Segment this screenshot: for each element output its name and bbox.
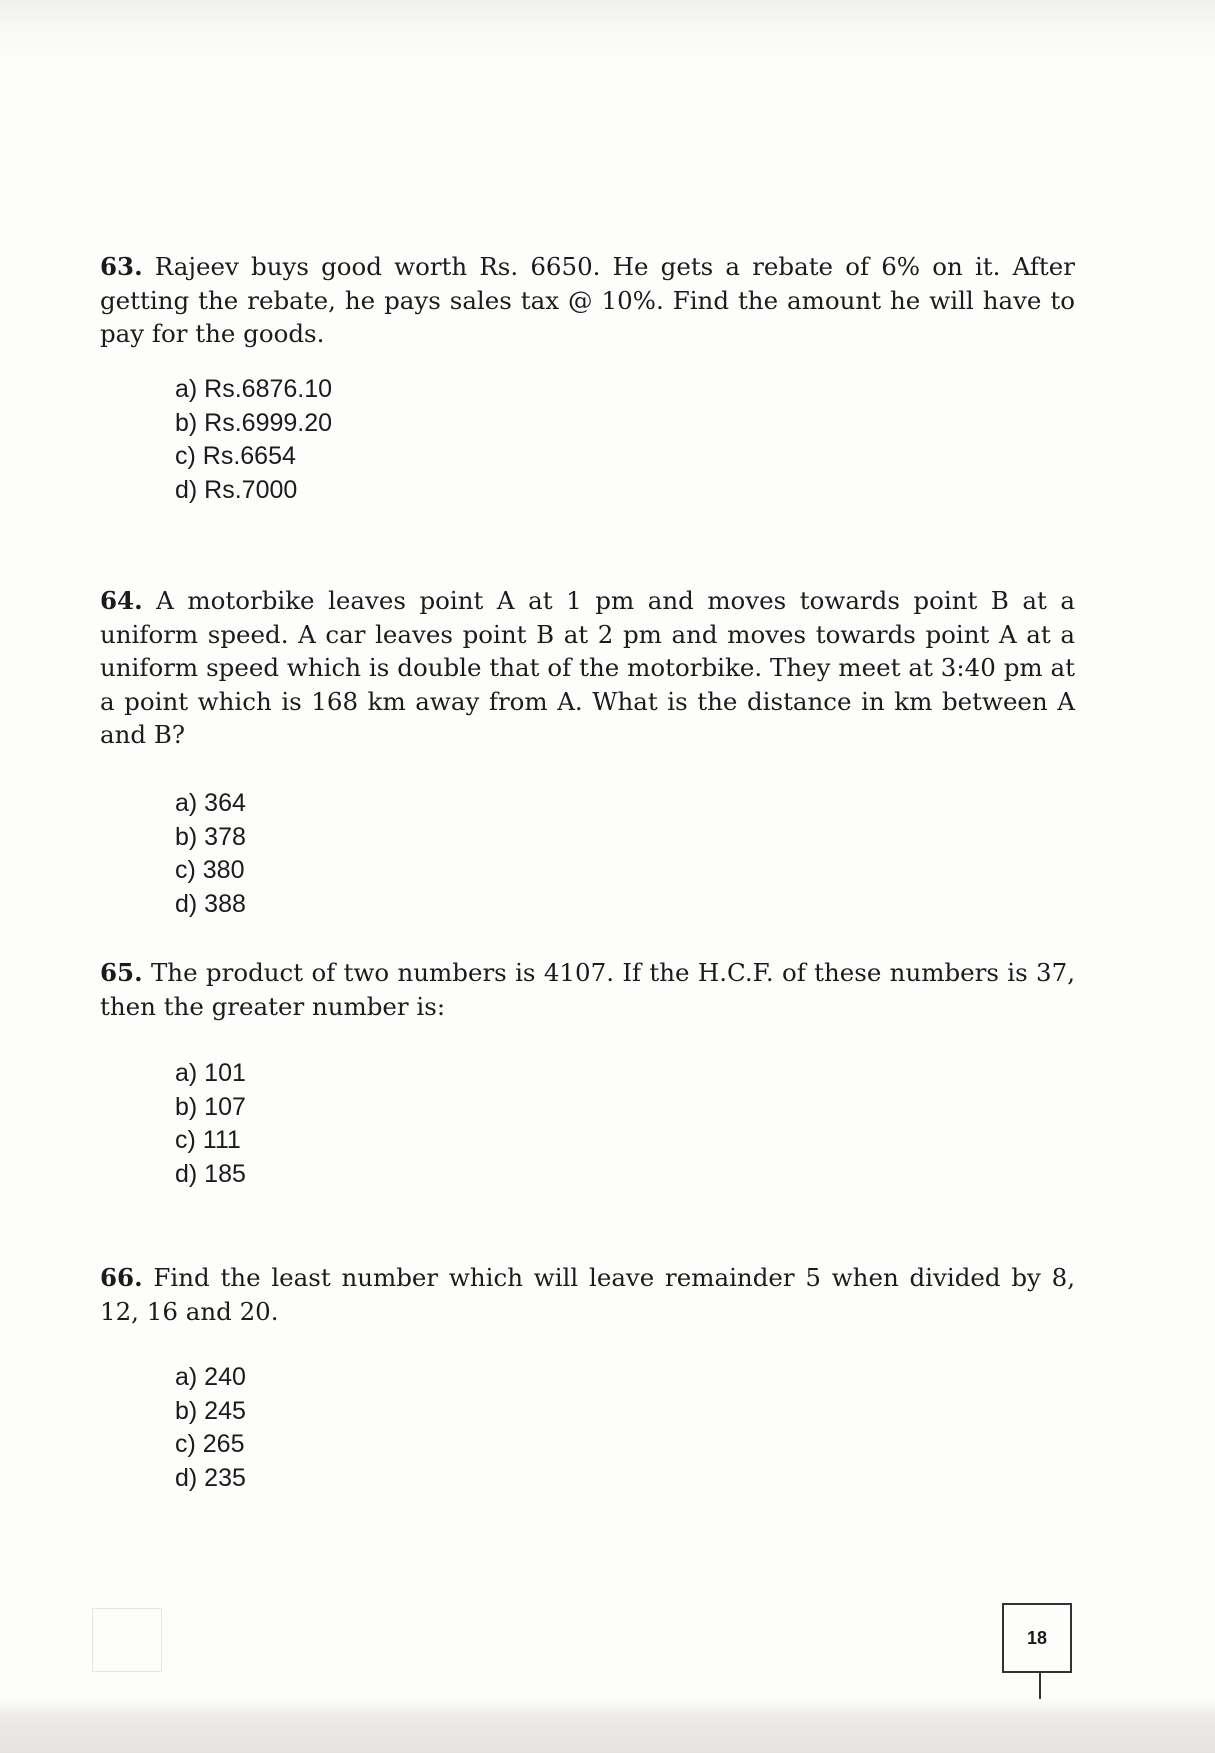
option-c: c) 111	[175, 1126, 241, 1154]
options-65	[175, 1057, 246, 1191]
scan-top-edge	[0, 0, 1215, 60]
option-a: a) 101	[175, 1059, 246, 1087]
option-c: c) 380	[175, 856, 245, 884]
question-65	[100, 956, 1075, 1023]
page-number: 18	[1026, 1627, 1048, 1648]
option-a: a) Rs.6876.10	[175, 375, 333, 403]
option-a: a) 364	[175, 789, 246, 817]
question-text: Find the least number which will leave remainder 5 when divided by 8, 12, 16 and 20.	[100, 1263, 1075, 1326]
option-c: c) Rs.6654	[175, 442, 296, 470]
question-66	[100, 1261, 1075, 1328]
option-b: b) 107	[175, 1092, 246, 1121]
page-number-box	[1002, 1603, 1072, 1673]
question-number: 65.	[100, 958, 143, 987]
question-number: 66.	[100, 1263, 143, 1292]
question-number: 63.	[100, 252, 143, 281]
question-63	[100, 250, 1075, 351]
option-d: d) 388	[175, 889, 246, 918]
options-64	[175, 787, 246, 921]
option-a: a) 240	[175, 1363, 246, 1391]
option-c: c) 265	[175, 1430, 245, 1458]
scan-bottom-edge	[0, 1700, 1215, 1753]
option-d: d) 235	[175, 1463, 246, 1492]
options-63	[175, 373, 332, 507]
option-d: d) 185	[175, 1159, 246, 1188]
question-number: 64.	[100, 586, 143, 615]
option-b: b) 378	[175, 822, 246, 851]
question-text: Rajeev buys good worth Rs. 6650. He gets a rebate of 6% on it. After getting the rebate, he pays sales tax @ 10%. Find the amount he will have to pay for the goods.	[100, 252, 1075, 348]
question-text: The product of two numbers is 4107. If the H.C.F. of these numbers is 37, then the greater number is:	[100, 958, 1075, 1021]
option-b: b) Rs.6999.20	[175, 408, 333, 437]
question-64	[100, 584, 1075, 752]
option-d: d) Rs.7000	[175, 475, 298, 504]
question-text: A motorbike leaves point A at 1 pm and moves towards point B at a uniform speed. A car leaves point B at 2 pm and moves towards point A at a uniform speed which is double that of the motorbike. They meet at 3:40 pm at a point which is 168 km away from A. What is the distance in km between A and B?	[100, 586, 1075, 749]
option-b: b) 245	[175, 1396, 246, 1425]
options-66	[175, 1361, 246, 1495]
page-number-stem	[1039, 1673, 1041, 1699]
bleed-through-box	[92, 1608, 162, 1672]
